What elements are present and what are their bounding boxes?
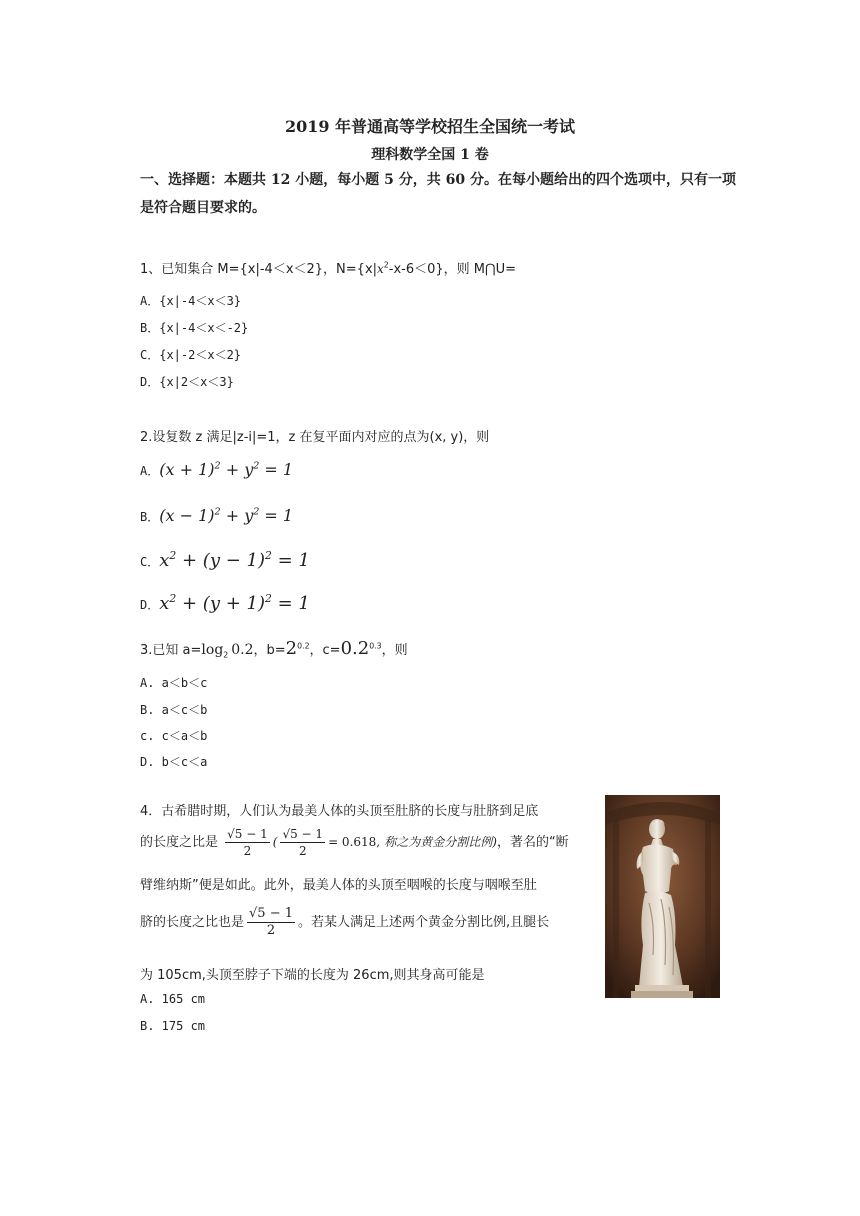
q1-option-d: D．{x|2＜x＜3} — [140, 375, 234, 389]
q3-option-d: D. b＜c＜a — [140, 755, 208, 769]
q4-line-4-a: 脐的长度之比也是 — [140, 915, 245, 930]
q4-line-4-b: 。若某人满足上述两个黄金分割比例,且腿长 — [298, 915, 550, 930]
q4-line-2-b: ，著名的“断 — [496, 835, 569, 850]
q4-line-2-note: 称之为黄金分割比例) — [384, 835, 497, 849]
q2-option-b — [140, 506, 293, 525]
q3-c-exp: 0.3 — [369, 641, 382, 651]
q2-option-d-equation: $x^2 + (y + 1)^2 = 1$ — [159, 592, 310, 614]
golden-ratio-fraction: $\frac{√5 - 1}{2}$ — [227, 827, 268, 858]
q3-log-arg: 0.2 — [231, 642, 254, 658]
q1-option-a: A．{x|-4＜x＜3} — [140, 294, 242, 308]
q3-b-base: 2 — [285, 638, 298, 659]
q4-line-2-eq: = 0.618, — [328, 835, 381, 849]
q3-text-d: ，则 — [381, 643, 408, 658]
q4-line-2-a: 的长度之比是 — [140, 835, 219, 850]
q1-text-a: 1、已知集合 M={x|-4＜x＜2}，N={x| — [140, 262, 378, 277]
question-3 — [140, 638, 408, 660]
page-subtitle: 理科数学全国 1 卷 — [371, 147, 489, 163]
venus-de-milo-image — [605, 795, 720, 998]
q4-line-5: 为 105cm,头顶至脖子下端的长度为 26cm,则其身高可能是 — [140, 968, 485, 983]
q2-option-b-equation: $(x - 1)^2 + y^2 = 1$ — [159, 506, 294, 525]
q1-option-c: C．{x|-2＜x＜2} — [140, 348, 242, 362]
q3-log: log — [201, 642, 224, 658]
q3-option-a: A. a＜b＜c — [140, 676, 208, 690]
q1-option-b: B．{x|-4＜x＜-2} — [140, 321, 249, 335]
q3-c-base: 0.2 — [340, 638, 370, 659]
q3-option-b: B. a＜c＜b — [140, 703, 208, 717]
q1-math-x: x — [377, 262, 384, 276]
q3-log-base: 2 — [223, 650, 229, 660]
question-1: 1、已知集合 M={x|-4＜x＜2}，$N=\{x|x^2-x-6<0\}$，则 M⋂U= — [140, 260, 517, 277]
q2-option-a — [140, 460, 293, 479]
q4-line-1: 4．古希腊时期，人们认为最美人体的头顶至肚脐的长度与肚脐到足底 — [140, 804, 539, 819]
q2-option-b-label: B． — [140, 510, 160, 524]
q3-text-b: ，b= — [253, 643, 286, 658]
q2-option-a-equation: $(x + 1)^2 + y^2 = 1$ — [159, 460, 294, 479]
q3-b-exp: 0.2 — [297, 641, 310, 651]
q2-option-c — [140, 549, 310, 571]
q4-option-b: B. 175 cm — [140, 1019, 206, 1033]
section-heading: 一、选择题：本题共 12 小题，每小题 5 分，共 60 分。在每小题给出的四个选项中，只有一项是符合题目要求的。 — [140, 172, 736, 216]
question-2: 2.设复数 z 满足|z-i|=1，z 在复平面内对应的点为(x, y)，则 — [140, 430, 490, 445]
golden-ratio-fraction-2: $\frac{√5 - 1}{2}$ — [282, 827, 324, 858]
q4-line-2: 的长度之比是 $\frac{√5 - 1}{2}$ ( $\frac{√5 - 1}{2}$ = 0.618, 称之为黄金分割比例)，著名的“断 — [140, 827, 569, 858]
q3-option-c: c. c＜a＜b — [140, 729, 208, 743]
q4-option-a: A. 165 cm — [140, 992, 206, 1006]
q3-text-a: 3.已知 a= — [140, 643, 202, 658]
q2-option-c-label: C． — [140, 555, 160, 569]
q3-text-c: ，c= — [309, 643, 341, 658]
q4-line-3: 臂维纳斯”便是如此。此外，最美人体的头顶至咽喉的长度与咽喉至肚 — [140, 878, 537, 893]
page-title: 2019 年普通高等学校招生全国统一考试 — [284, 117, 576, 136]
q4-line-4 — [140, 906, 549, 939]
q2-option-c-equation: $x^2 + (y - 1)^2 = 1$ — [159, 549, 310, 571]
q2-option-d — [140, 592, 310, 614]
q2-option-a-label: A． — [140, 464, 160, 478]
q2-option-d-label: D． — [140, 598, 160, 612]
golden-ratio-fraction-3: $\frac{√5 - 1}{2}$ — [249, 906, 293, 938]
q1-text-b: -x-6＜0}，则 M⋂U= — [388, 262, 517, 277]
